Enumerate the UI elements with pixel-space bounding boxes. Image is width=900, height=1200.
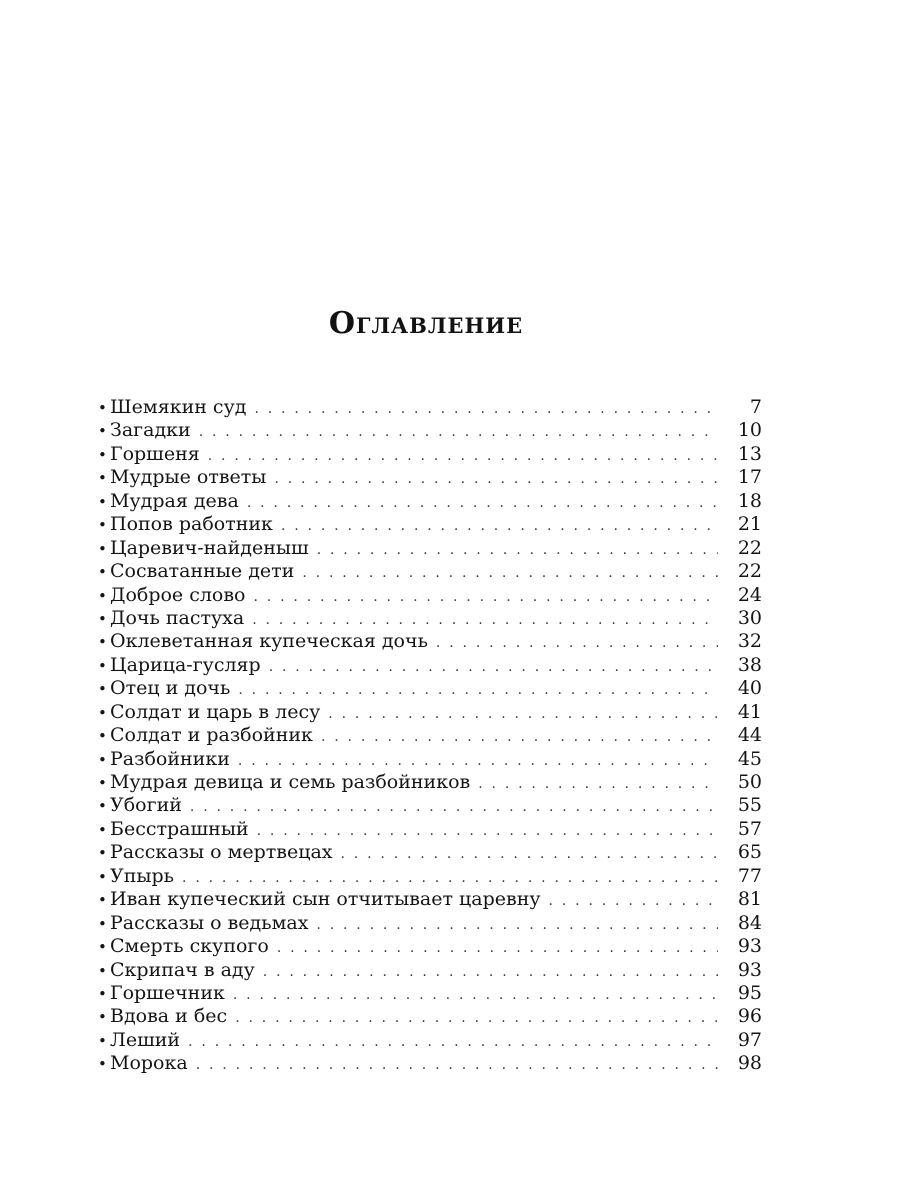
toc-entry [98,419,762,442]
toc-dot-leader [316,914,718,937]
toc-bullet: • [98,1008,107,1027]
toc-dot-leader [341,843,719,866]
toc-entry [98,912,762,935]
toc-bullet: • [98,774,107,792]
toc-dot-leader [247,492,718,515]
toc-entry-title: Вдова и бес [110,1005,228,1028]
toc-entry-title: Рассказы о мертвецах [110,841,333,864]
toc-dot-leader [257,820,718,843]
toc-entry-title: Попов работник [110,513,273,536]
toc-dot-leader [188,1031,718,1054]
toc-dot-leader [478,773,718,796]
toc-dot-leader [436,632,718,655]
toc-entry-title: Рассказы о ведьмах [110,911,309,934]
toc-entry [98,935,762,958]
toc-entry-title: Оклеветанная купеческая дочь [110,630,428,653]
toc-entry [98,654,762,677]
toc-entry-title: Иван купеческий сын отчитывает царевну [110,888,541,911]
toc-dot-leader [254,586,719,609]
toc-page-number: 10 [737,419,762,442]
toc-dot-leader [274,468,718,491]
toc-entry [98,443,762,466]
toc-bullet: • [98,422,107,441]
toc-bullet: • [98,750,107,769]
toc-entry-title: Мудрая дева [110,489,239,512]
toc-bullet: • [98,961,107,980]
toc-dot-leader [196,1054,718,1077]
toc-dot-leader [281,515,718,538]
toc-page-number: 97 [737,1028,762,1051]
toc-dot-leader [321,726,718,749]
toc-entry-title: Доброе слово [110,583,246,606]
toc-entry [98,794,762,817]
toc-page-number: 98 [737,1052,762,1075]
toc-dot-leader [208,445,718,468]
toc-entry-title: Смерть скупого [110,935,269,958]
toc-bullet: • [98,516,107,535]
toc-entry [98,630,762,653]
toc-entry [98,841,762,864]
table-of-contents [98,396,762,1076]
toc-bullet: • [98,891,107,910]
toc-entry [98,818,762,841]
toc-entry [98,771,762,794]
toc-page-number: 22 [737,560,762,583]
toc-entry [98,701,762,724]
toc-entry [98,1005,762,1028]
toc-entry [98,1029,762,1052]
toc-bullet: • [98,469,107,488]
toc-entry-title: Горшеня [110,442,200,465]
toc-bullet: • [98,1055,107,1074]
toc-entry-title: Убогий [110,794,182,817]
toc-bullet: • [98,492,107,511]
toc-entry-title: Разбойники [110,747,230,770]
toc-bullet: • [98,633,107,652]
toc-page-number: 84 [737,911,762,934]
toc-dot-leader [263,961,718,984]
toc-entry [98,584,762,607]
toc-dot-leader [235,1007,718,1030]
toc-page-number: 7 [749,396,762,418]
toc-entry [98,560,762,583]
toc-entry [98,490,762,513]
toc-bullet: • [98,609,107,628]
toc-bullet: • [98,938,107,957]
toc-bullet: • [98,656,107,675]
toc-dot-leader [269,656,718,679]
toc-entry [98,1052,762,1075]
toc-entry-title: Скрипач в аду [110,958,255,981]
toc-entry [98,724,762,747]
toc-page-number: 93 [737,958,762,981]
toc-entry [98,677,762,700]
toc-dot-leader [254,398,718,421]
toc-entry-title: Леший [110,1028,181,1051]
toc-entry [98,982,762,1005]
toc-entry [98,865,762,888]
toc-bullet: • [98,703,107,722]
toc-entry-title: Отец и дочь [110,677,231,700]
toc-bullet: • [98,844,107,863]
toc-entry [98,888,762,911]
toc-entry-title: Царевич-найденыш [110,536,309,559]
toc-bullet: • [98,914,107,933]
toc-bullet: • [98,539,107,558]
toc-entry-title: Сосватанные дети [110,560,295,583]
toc-dot-leader [190,796,718,819]
toc-page-number: 45 [737,747,762,770]
toc-entry-title: Бесстрашный [110,817,249,840]
toc-dot-leader [238,679,718,702]
toc-page-number: 93 [737,935,762,958]
toc-dot-leader [252,609,718,632]
toc-page-number: 17 [737,466,762,489]
toc-bullet: • [98,867,107,886]
toc-dot-leader [549,890,718,913]
toc-bullet: • [98,820,107,839]
toc-page-number: 55 [737,794,762,817]
toc-page-number: 77 [737,864,762,887]
toc-bullet: • [98,797,107,816]
toc-bullet: • [98,399,107,417]
toc-entry [98,537,762,560]
toc-bullet: • [98,563,107,582]
toc-page-number: 38 [737,653,762,676]
toc-bullet: • [98,586,107,605]
toc-entry-title: Дочь пастуха [110,606,245,629]
toc-page-number: 18 [737,489,762,512]
toc-entry-title: Солдат и царь в лесу [110,700,321,723]
toc-dot-leader [302,562,718,585]
toc-dot-leader [238,750,718,773]
toc-page-number: 24 [737,583,762,606]
toc-dot-leader [233,984,718,1007]
toc-entry [98,607,762,630]
toc-entry-title: Солдат и разбойник [110,724,313,747]
toc-entry [98,748,762,771]
toc-dot-leader [328,703,718,726]
toc-page-number: 57 [737,817,762,840]
toc-page-number: 65 [737,841,762,864]
toc-page-number: 32 [737,630,762,653]
toc-page-number: 13 [737,442,762,465]
toc-bullet: • [98,680,107,699]
toc-entry-title: Мудрые ответы [110,466,267,489]
toc-page-number: 21 [737,513,762,536]
toc-dot-leader [317,539,718,562]
toc-dot-leader [182,867,718,890]
toc-entry-title: Загадки [110,419,191,442]
toc-page-number: 22 [737,536,762,559]
toc-entry [98,466,762,489]
toc-page-number: 30 [737,606,762,629]
toc-page-number: 96 [737,1005,762,1028]
toc-page-number: 50 [737,771,762,793]
toc-bullet: • [98,984,107,1003]
toc-entry [98,396,762,419]
toc-bullet: • [98,445,107,464]
toc-page-number: 81 [737,888,762,911]
toc-page-number: 95 [737,981,762,1004]
toc-entry-title: Горшечник [110,981,225,1004]
toc-dot-leader [199,421,718,444]
toc-page-number: 41 [737,700,762,723]
toc-entry [98,959,762,982]
page-title: Оглавление [328,306,524,341]
toc-page-number: 44 [737,724,762,747]
toc-entry-title: Царица-гусляр [110,653,261,676]
toc-entry-title: Шемякин суд [110,396,247,418]
toc-bullet: • [98,1031,107,1050]
toc-entry-title: Мудрая девица и семь разбойников [110,771,471,793]
toc-entry [98,513,762,536]
toc-entry-title: Морока [110,1052,188,1075]
toc-dot-leader [277,937,718,960]
toc-page-number: 40 [737,677,762,700]
toc-entry-title: Упырь [110,864,175,887]
toc-bullet: • [98,727,107,746]
